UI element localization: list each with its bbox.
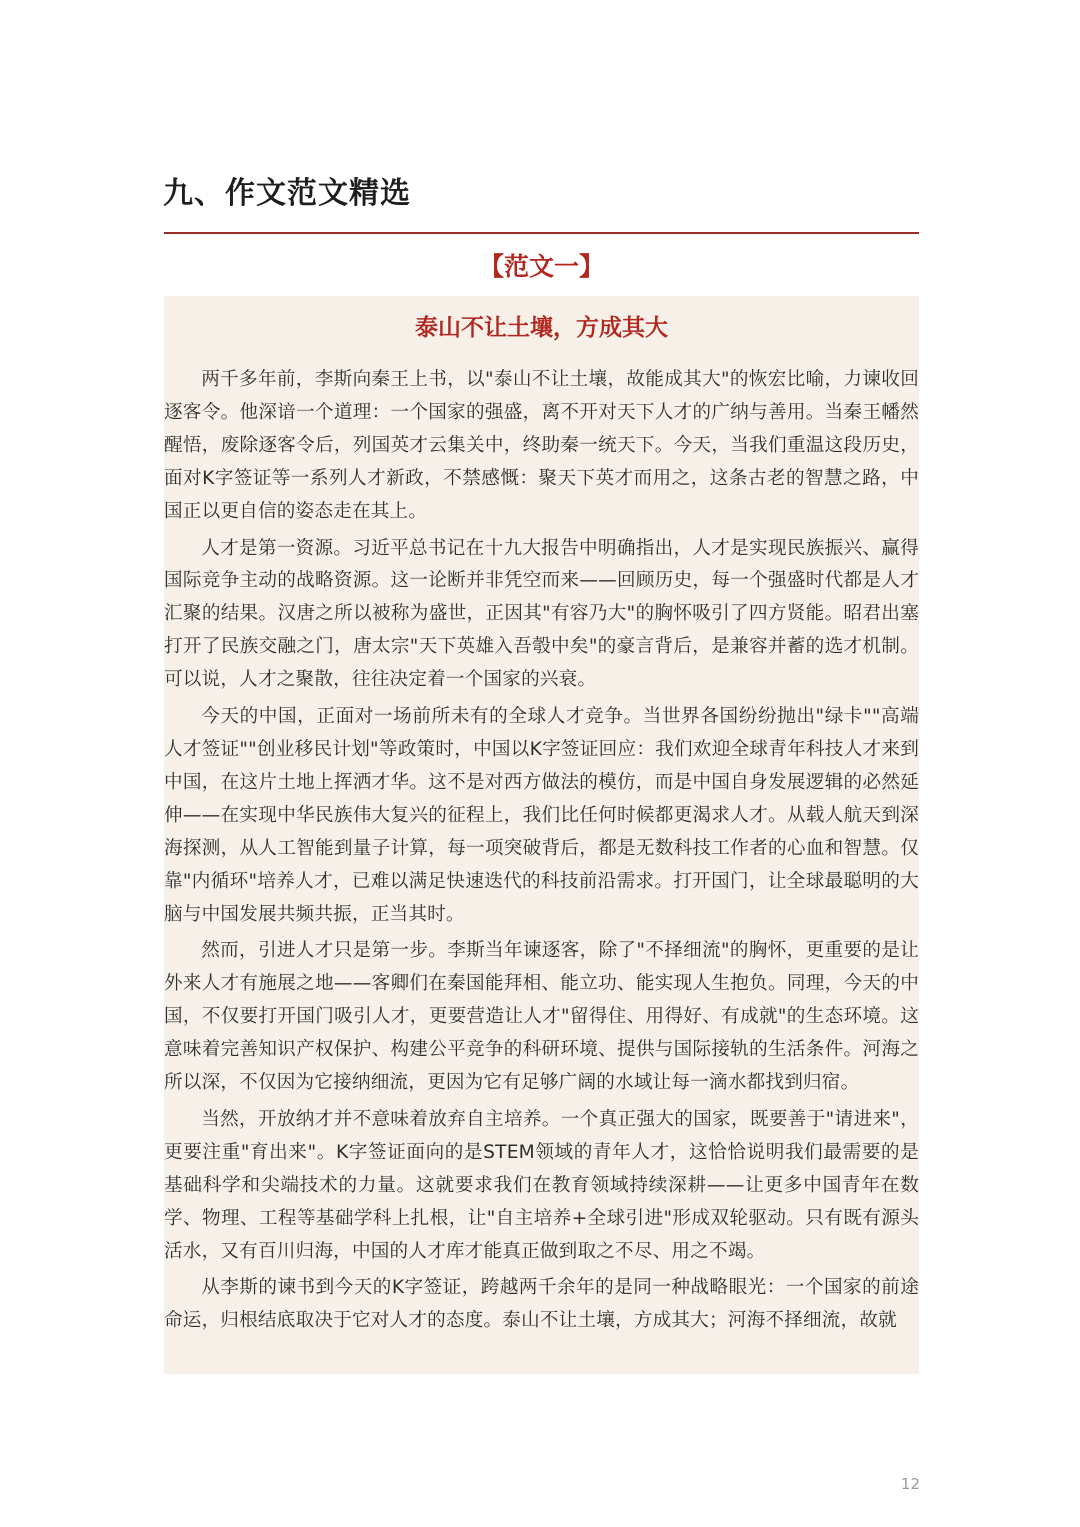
section-title: 九、作文范文精选 <box>163 176 411 211</box>
title-divider <box>164 232 919 234</box>
essay-paragraph-2: 人才是第一资源。习近平总书记在十九大报告中明确指出，人才是实现民族振兴、赢得国际竞争主动的战略资源。这一论断并非凭空而来——回顾历史，每一个强盛时代都是人才汇聚的结果。汉唐之所以被称为盛世，正因其"有容乃大"的胸怀吸引了四方贤能。昭君出塞打开了民族交融之门，唐太宗"天下英雄入吾彀中矣"的豪言背后，是兼容并蓄的选才机制。可以说，人才之聚散，往往决定着一个国家的兴衰。 <box>164 537 919 691</box>
essay-body <box>164 364 919 1338</box>
essay-paragraph-6: 从李斯的谏书到今天的K字签证，跨越两千余年的是同一种战略眼光：一个国家的前途命运，归根结底取决于它对人才的态度。泰山不让土壤，方成其大；河海不择细流，故就 <box>164 1277 919 1332</box>
essay-paragraph-4: 然而，引进人才只是第一步。李斯当年谏逐客，除了"不择细流"的胸怀，更重要的是让外来人才有施展之地——客卿们在秦国能拜相、能立功、能实现人生抱负。同理，今天的中国，不仅要打开国门吸引人才，更要营造让人才"留得住、用得好、有成就"的生态环境。这意味着完善知识产权保护、构建公平竞争的科研环境、提供与国际接轨的生活条件。河海之所以深，不仅因为它接纳细流，更因为它有足够广阔的水域让每一滴水都找到归宿。 <box>164 940 919 1094</box>
essay-title: 泰山不让土壤，方成其大 <box>415 315 668 341</box>
page-number: 12 <box>900 1475 920 1493</box>
essay-panel <box>164 296 919 1374</box>
essay-paragraph-3: 今天的中国，正面对一场前所未有的全球人才竞争。当世界各国纷纷抛出"绿卡""高端人才签证""创业移民计划"等政策时，中国以K字签证回应：我们欢迎全球青年科技人才来到中国，在这片土地上挥洒才华。这不是对西方做法的模仿，而是中国自身发展逻辑的必然延伸——在实现中华民族伟大复兴的征程上，我们比任何时候都更渴求人才。从载人航天到深海探测，从人工智能到量子计算，每一项突破背后，都是无数科技工作者的心血和智慧。仅靠"内循环"培养人才，已难以满足快速迭代的科技前沿需求。打开国门，让全球最聪明的大脑与中国发展共频共振，正当其时。 <box>164 706 919 925</box>
essay-paragraph-5: 当然，开放纳才并不意味着放弃自主培养。一个真正强大的国家，既要善于"请进来"，更要注重"育出来"。K字签证面向的是STEM领域的青年人才，这恰恰说明我们最需要的是基础科学和尖端技术的力量。这就要求我们在教育领域持续深耕——让更多中国青年在数学、物理、工程等基础学科上扎根，让"自主培养+全球引进"形成双轮驱动。只有既有源头活水，又有百川归海，中国的人才库才能真正做到取之不尽、用之不竭。 <box>164 1108 919 1262</box>
essay-paragraph-1: 两千多年前，李斯向秦王上书，以"泰山不让土壤，故能成其大"的恢宏比喻，力谏收回逐客令。他深谙一个道理：一个国家的强盛，离不开对天下人才的广纳与善用。当秦王幡然醒悟，废除逐客令后，列国英才云集关中，终助秦一统天下。今天，当我们重温这段历史，面对K字签证等一系列人才新政，不禁感慨：聚天下英才而用之，这条古老的智慧之路，中国正以更自信的姿态走在其上。 <box>164 369 919 522</box>
sample-essay-label: 【范文一】 <box>478 252 604 281</box>
